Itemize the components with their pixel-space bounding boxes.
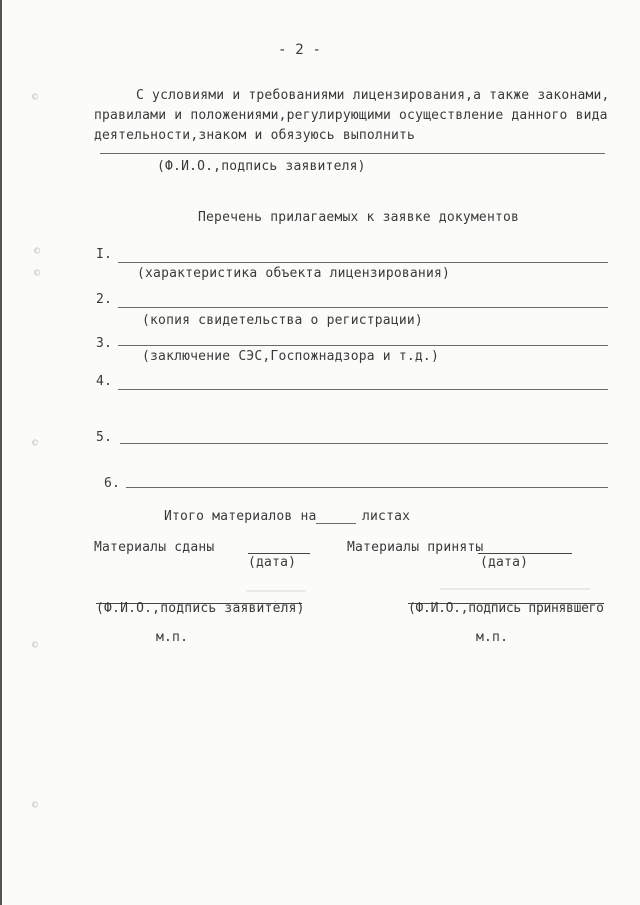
document-item-number-2: 2. [96,292,113,307]
faint-mark [440,588,590,590]
document-item-caption-2: (копия свидетельства о регистрации) [142,313,423,328]
applicant-signature-line [100,153,605,154]
intro-line-2: правилами и положениями,регулирующими осуществление данного вида [94,108,608,123]
document-item-line-3 [118,345,608,346]
page-edge [0,0,2,905]
submitted-label: Материалы сданы [94,540,215,555]
margin-mark: © [32,640,39,651]
documents-heading: Перечень прилагаемых к заявке документов [198,210,520,225]
document-item-number-4: 4. [96,374,113,389]
received-label: Материалы приняты [347,540,484,555]
totals-prefix: Итого материалов на [164,509,317,524]
document-item-number-1: I. [96,247,113,262]
margin-mark: © [32,92,39,103]
page-number: - 2 - [278,42,322,58]
document-item-number-3: 3. [96,336,113,351]
document-item-line-6 [126,487,608,488]
intro-line-3: деятельности,знаком и обязуюсь выполнить [94,128,416,143]
document-item-line-5 [120,443,608,444]
margin-mark: © [34,268,41,279]
applicant-signature-caption-2: (Ф.И.О.,подпись заявителя) [96,601,305,616]
faint-mark [246,590,306,592]
received-date-line [478,553,572,554]
intro-line-1: С условиями и требованиями лицензирования,а также законами, [136,88,610,103]
margin-mark: © [32,800,39,811]
margin-mark: © [34,246,41,257]
totals-suffix: листах [362,509,411,524]
received-date-caption: (дата) [480,555,529,570]
seal-left: м.п. [156,630,189,645]
totals-sheet-count-line [316,523,356,524]
document-item-caption-3: (заключение СЭС,Госпожнадзора и т.д.) [142,349,439,364]
document-item-line-2 [118,307,608,308]
document-item-line-4 [118,389,608,390]
submitted-date-line [248,553,310,554]
applicant-signature-caption: (Ф.И.О.,подпись заявителя) [157,159,366,174]
document-item-caption-1: (характеристика объекта лицензирования) [137,266,451,281]
seal-right: м.п. [476,630,509,645]
margin-mark: © [32,438,39,449]
document-item-number-6: 6. [104,476,121,491]
submitted-date-caption: (дата) [248,555,297,570]
document-item-number-5: 5. [96,430,113,445]
receiver-signature-caption: (Ф.И.О.,подпись принявшего [408,601,604,616]
document-item-line-1 [118,262,608,263]
